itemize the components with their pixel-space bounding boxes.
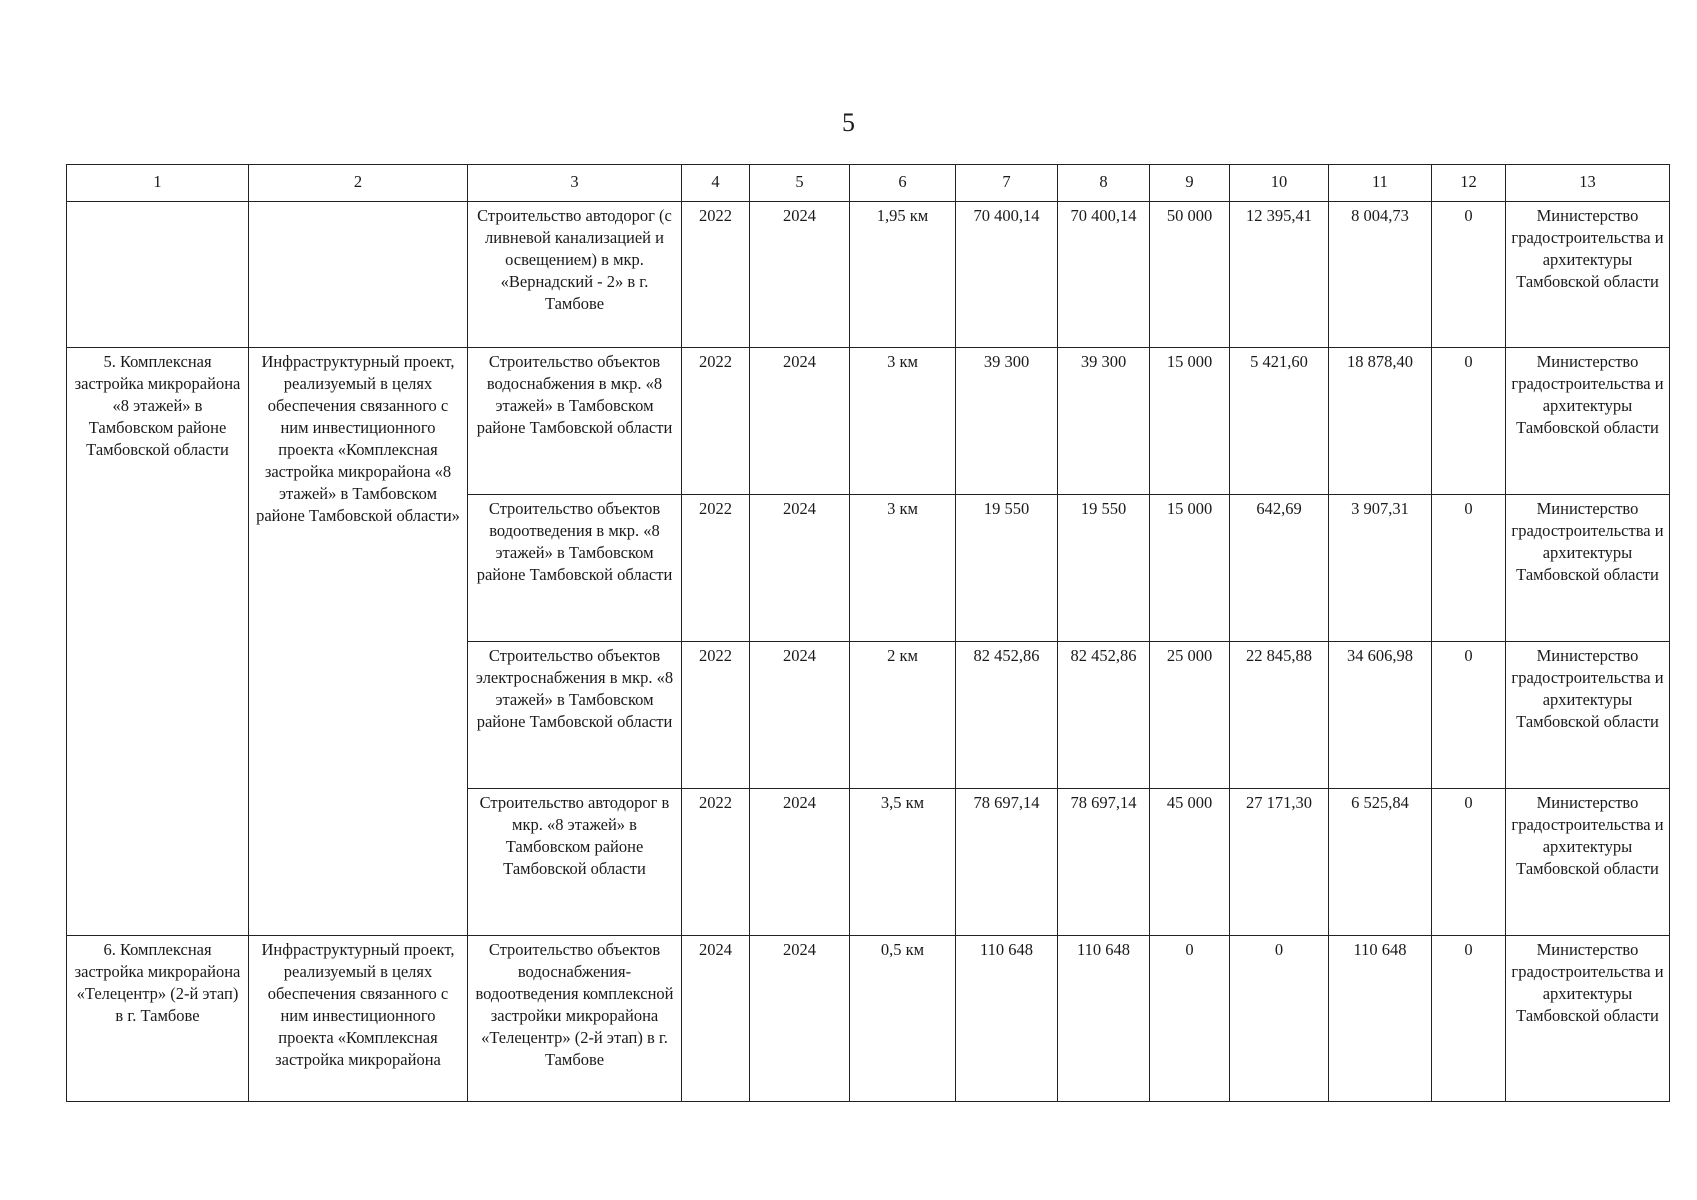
column-number: 5 bbox=[750, 165, 850, 202]
column-numbers-row bbox=[67, 165, 1670, 202]
regional-funds-cell: 22 845,88 bbox=[1230, 642, 1329, 789]
responsible-ministry-cell: Министерство градостроительства и архитектуры Тамбовской области bbox=[1506, 936, 1670, 1102]
column-number: 6 bbox=[850, 165, 956, 202]
federal-funds-cell: 15 000 bbox=[1150, 495, 1230, 642]
work-description-cell: Строительство объектов водоснабжения-водоотведения комплексной застройки микрорайона «Телецентр» (2-й этап) в г. Тамбове bbox=[468, 936, 682, 1102]
other-funds-cell: 0 bbox=[1432, 642, 1506, 789]
regional-funds-cell: 642,69 bbox=[1230, 495, 1329, 642]
regional-funds-cell: 12 395,41 bbox=[1230, 202, 1329, 348]
other-funds-cell: 0 bbox=[1432, 936, 1506, 1102]
subtotal-cost-cell: 110 648 bbox=[1058, 936, 1150, 1102]
federal-funds-cell: 15 000 bbox=[1150, 348, 1230, 495]
project-name-cell: 5. Комплексная застройка микрорайона «8 этажей» в Тамбовском районе Тамбовской области bbox=[67, 348, 249, 936]
regional-funds-cell: 0 bbox=[1230, 936, 1329, 1102]
local-funds-cell: 18 878,40 bbox=[1329, 348, 1432, 495]
end-year-cell: 2024 bbox=[750, 495, 850, 642]
start-year-cell: 2022 bbox=[682, 789, 750, 936]
length-cell: 0,5 км bbox=[850, 936, 956, 1102]
start-year-cell: 2022 bbox=[682, 642, 750, 789]
total-cost-cell: 19 550 bbox=[956, 495, 1058, 642]
table-row bbox=[67, 202, 1670, 348]
federal-funds-cell: 0 bbox=[1150, 936, 1230, 1102]
regional-funds-cell: 27 171,30 bbox=[1230, 789, 1329, 936]
column-number: 2 bbox=[249, 165, 468, 202]
work-description-cell: Строительство объектов электроснабжения в мкр. «8 этажей» в Тамбовском районе Тамбовской области bbox=[468, 642, 682, 789]
local-funds-cell: 3 907,31 bbox=[1329, 495, 1432, 642]
federal-funds-cell: 25 000 bbox=[1150, 642, 1230, 789]
work-description-cell: Строительство объектов водоснабжения в мкр. «8 этажей» в Тамбовском районе Тамбовской области bbox=[468, 348, 682, 495]
subtotal-cost-cell: 39 300 bbox=[1058, 348, 1150, 495]
end-year-cell: 2024 bbox=[750, 642, 850, 789]
project-name-cell bbox=[67, 202, 249, 348]
other-funds-cell: 0 bbox=[1432, 348, 1506, 495]
federal-funds-cell: 45 000 bbox=[1150, 789, 1230, 936]
column-number: 4 bbox=[682, 165, 750, 202]
other-funds-cell: 0 bbox=[1432, 495, 1506, 642]
work-description-cell: Строительство объектов водоотведения в мкр. «8 этажей» в Тамбовском районе Тамбовской области bbox=[468, 495, 682, 642]
page-number: 5 bbox=[842, 108, 855, 137]
local-funds-cell: 34 606,98 bbox=[1329, 642, 1432, 789]
total-cost-cell: 39 300 bbox=[956, 348, 1058, 495]
responsible-ministry-cell: Министерство градостроительства и архитектуры Тамбовской области bbox=[1506, 348, 1670, 495]
start-year-cell: 2024 bbox=[682, 936, 750, 1102]
federal-funds-cell: 50 000 bbox=[1150, 202, 1230, 348]
end-year-cell: 2024 bbox=[750, 348, 850, 495]
column-number: 12 bbox=[1432, 165, 1506, 202]
length-cell: 1,95 км bbox=[850, 202, 956, 348]
total-cost-cell: 82 452,86 bbox=[956, 642, 1058, 789]
end-year-cell: 2024 bbox=[750, 936, 850, 1102]
project-description-cell bbox=[249, 202, 468, 348]
subtotal-cost-cell: 19 550 bbox=[1058, 495, 1150, 642]
total-cost-cell: 70 400,14 bbox=[956, 202, 1058, 348]
work-description-cell: Строительство автодорог в мкр. «8 этажей» в Тамбовском районе Тамбовской области bbox=[468, 789, 682, 936]
start-year-cell: 2022 bbox=[682, 202, 750, 348]
responsible-ministry-cell: Министерство градостроительства и архитектуры Тамбовской области bbox=[1506, 202, 1670, 348]
column-number: 1 bbox=[67, 165, 249, 202]
regional-funds-cell: 5 421,60 bbox=[1230, 348, 1329, 495]
responsible-ministry-cell: Министерство градостроительства и архитектуры Тамбовской области bbox=[1506, 789, 1670, 936]
subtotal-cost-cell: 70 400,14 bbox=[1058, 202, 1150, 348]
project-description-cell: Инфраструктурный проект, реализуемый в целях обеспечения связанного с ним инвестиционного проекта «Комплексная застройка микрорайона bbox=[249, 936, 468, 1102]
local-funds-cell: 110 648 bbox=[1329, 936, 1432, 1102]
length-cell: 3 км bbox=[850, 348, 956, 495]
local-funds-cell: 8 004,73 bbox=[1329, 202, 1432, 348]
project-description-cell: Инфраструктурный проект, реализуемый в целях обеспечения связанного с ним инвестиционного проекта «Комплексная застройка микрорайона «8 этажей» в Тамбовском районе Тамбовской области» bbox=[249, 348, 468, 936]
work-description-cell: Строительство автодорог (с ливневой канализацией и освещением) в мкр. «Вернадский - 2» в г. Тамбове bbox=[468, 202, 682, 348]
end-year-cell: 2024 bbox=[750, 202, 850, 348]
column-number: 11 bbox=[1329, 165, 1432, 202]
investment-projects-table bbox=[66, 164, 1670, 1102]
column-number: 7 bbox=[956, 165, 1058, 202]
length-cell: 3,5 км bbox=[850, 789, 956, 936]
table-row bbox=[67, 936, 1670, 1102]
column-number: 10 bbox=[1230, 165, 1329, 202]
start-year-cell: 2022 bbox=[682, 495, 750, 642]
subtotal-cost-cell: 78 697,14 bbox=[1058, 789, 1150, 936]
other-funds-cell: 0 bbox=[1432, 789, 1506, 936]
column-number: 8 bbox=[1058, 165, 1150, 202]
total-cost-cell: 78 697,14 bbox=[956, 789, 1058, 936]
column-number: 3 bbox=[468, 165, 682, 202]
end-year-cell: 2024 bbox=[750, 789, 850, 936]
responsible-ministry-cell: Министерство градостроительства и архитектуры Тамбовской области bbox=[1506, 642, 1670, 789]
local-funds-cell: 6 525,84 bbox=[1329, 789, 1432, 936]
length-cell: 2 км bbox=[850, 642, 956, 789]
column-number: 13 bbox=[1506, 165, 1670, 202]
length-cell: 3 км bbox=[850, 495, 956, 642]
subtotal-cost-cell: 82 452,86 bbox=[1058, 642, 1150, 789]
column-number: 9 bbox=[1150, 165, 1230, 202]
responsible-ministry-cell: Министерство градостроительства и архитектуры Тамбовской области bbox=[1506, 495, 1670, 642]
start-year-cell: 2022 bbox=[682, 348, 750, 495]
project-name-cell: 6. Комплексная застройка микрорайона «Телецентр» (2-й этап) в г. Тамбове bbox=[67, 936, 249, 1102]
total-cost-cell: 110 648 bbox=[956, 936, 1058, 1102]
table-row bbox=[67, 348, 1670, 495]
other-funds-cell: 0 bbox=[1432, 202, 1506, 348]
